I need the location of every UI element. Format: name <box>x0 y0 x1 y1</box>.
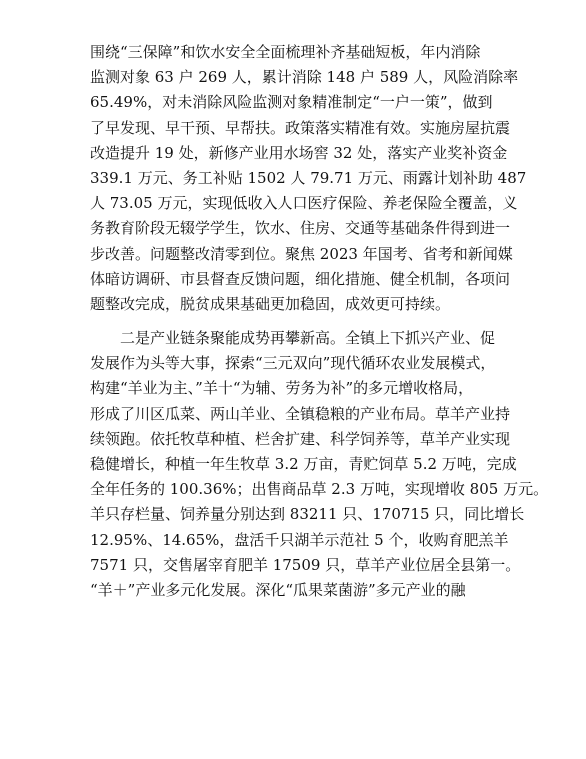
text-line: 体暗访调研、市县督查反馈问题，细化措施、健全机制，各项问 <box>90 269 511 288</box>
text-line: 续领跑。依托牧草种植、栏舍扩建、科学饲养等，草羊产业实现 <box>90 429 511 448</box>
text-line: 围绕“三保障”和饮水安全全面梳理补齐基础短板，年内消除 <box>90 43 481 61</box>
text-line: 了早发现、早干预、早帮扶。政策落实精准有效。实施房屋抗震 <box>90 118 511 137</box>
paragraph-1 <box>90 40 527 317</box>
text-line: 稳健增长，种植一年生牧草 3.2 万亩，青贮饲草 5.2 万吨，完成 <box>90 455 517 473</box>
text-line: 65.49%，对未消除风险监测对象精准制定“一户一策”，做到 <box>90 93 493 112</box>
text-line: 7571 只，交售屠宰育肥羊 17509 只，草羊产业位居全县第一。 <box>90 555 521 574</box>
text-line: 形成了川区瓜菜、两山羊业、全镇稳粮的产业布局。草羊产业持 <box>90 404 511 423</box>
text-line: 改造提升 19 处，新修产业用水场窖 32 处，落实产业奖补资金 <box>90 143 508 162</box>
body-text <box>90 40 549 603</box>
text-line: 339.1 万元、务工补贴 1502 人 79.71 万元、雨露计划补助 487 <box>90 168 527 187</box>
text-line: 构建“羊业为主、”羊十“为辅、劳务为补”的多元增收格局， <box>90 379 474 398</box>
paragraph-2 <box>90 326 549 603</box>
text-line: 全年任务的 100.36%；出售商品草 2.3 万吨，实现增收 805 万元。 <box>90 480 549 499</box>
text-line: 12.95%、14.65%，盘活千只湖羊示范社 5 个，收购育肥羔羊 <box>90 530 509 549</box>
text-line: 羊只存栏量、饲养量分别达到 83211 只、170715 只，同比增长 <box>90 505 525 524</box>
text-line: 题整改完成，脱贫成果基础更加稳固，成效更可持续。 <box>90 294 451 313</box>
text-line: 务教育阶段无辍学学生，饮水、住房、交通等基础条件得到进一 <box>90 219 511 238</box>
text-line: 二是产业链条聚能成势再攀新高。全镇上下抓兴产业、促 <box>120 329 496 348</box>
text-line: “羊＋”产业多元化发展。深化“瓜果菜菌游”多元产业的融 <box>90 580 466 599</box>
text-line: 步改善。问题整改清零到位。聚焦 2023 年国考、省考和新闻媒 <box>90 244 513 263</box>
text-line: 人 73.05 万元，实现低收入人口医疗保险、养老保险全覆盖，义 <box>90 194 518 213</box>
text-line: 监测对象 63 户 269 人，累计消除 148 户 589 人，风险消除率 <box>90 68 519 87</box>
text-line: 发展作为头等大事，探索“三元双向”现代循环农业发展模式， <box>90 354 496 373</box>
